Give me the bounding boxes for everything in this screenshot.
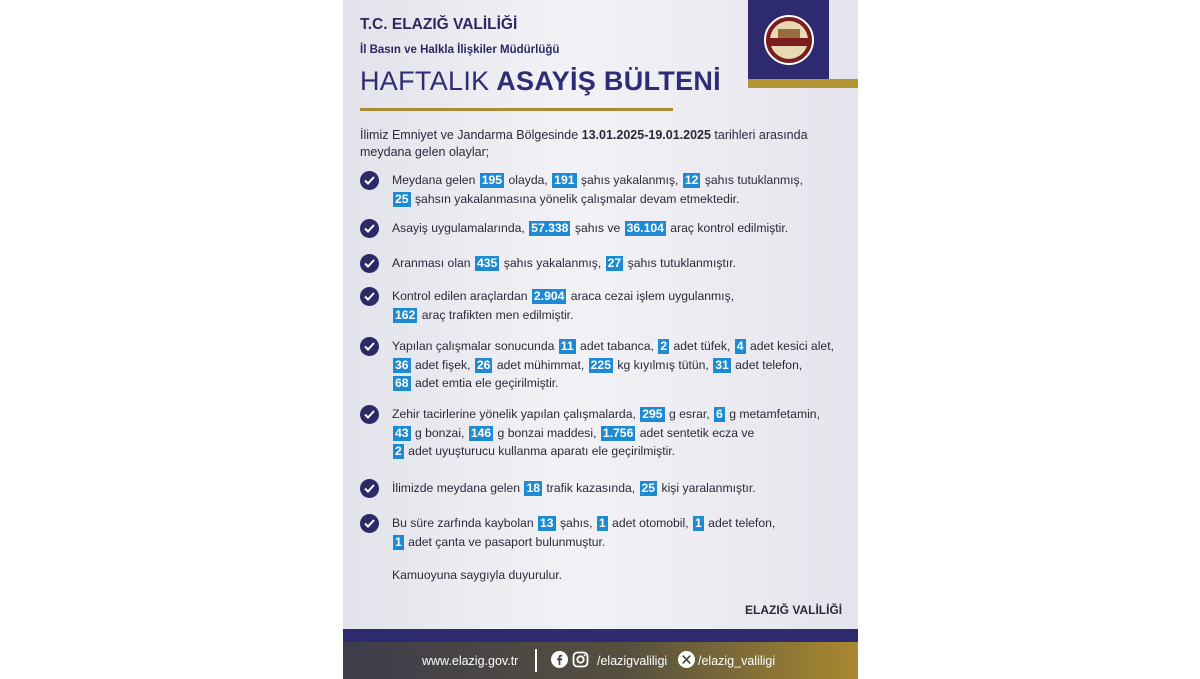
item-text-segment: adet tabanca, (580, 339, 654, 353)
title-light: HAFTALIK (360, 66, 490, 96)
check-icon (360, 171, 379, 190)
highlighted-number: 26 (476, 357, 491, 372)
check-icon (360, 514, 379, 533)
item-text (392, 405, 847, 461)
highlighted-number: 225 (590, 357, 611, 372)
item-text-segment: şahsın yakalanmasına yönelik çalışmalar devam etmektedir. (414, 191, 740, 206)
item-text-segment: İlimizde meydana gelen (392, 481, 521, 495)
item-text-segment: g bonzai, (414, 425, 465, 440)
highlighted-number: 295 (642, 407, 663, 421)
item-text-segment: adet otomobil, (612, 516, 689, 530)
highlighted-number: 1 (395, 534, 402, 549)
check-icon (360, 219, 379, 238)
item-text-segment: adet telefon, (735, 357, 803, 372)
item-text-segment: araç trafikten men edilmiştir. (421, 307, 574, 322)
item-text-segment: Asayiş uygulamalarında, (392, 221, 525, 235)
footer-bar (343, 642, 858, 679)
item-text (392, 219, 847, 238)
item-text-segment: Kontrol edilen araçlardan (392, 289, 528, 303)
item-text-segment: Yapılan çalışmalar sonucunda (392, 339, 555, 353)
item-text-segment: Aranması olan (392, 256, 471, 270)
item-text-segment: adet telefon, (708, 516, 776, 530)
highlighted-number: 57.338 (531, 221, 569, 235)
highlighted-number: 18 (526, 481, 540, 495)
item-text-segment: g esrar, (668, 407, 710, 421)
highlighted-number: 1.756 (602, 425, 634, 440)
item-text (392, 171, 847, 208)
highlighted-number: 195 (481, 173, 503, 187)
highlighted-number: 36 (395, 357, 409, 372)
item-text-segment: araç kontrol edilmiştir. (670, 221, 789, 235)
highlighted-number: 27 (607, 256, 622, 270)
highlighted-number: 2.904 (533, 289, 565, 303)
item-text-segment: şahıs yakalanmış, (503, 256, 602, 270)
item-text-segment: şahıs ve (574, 221, 621, 235)
item-text (392, 479, 847, 498)
highlighted-number: 43 (395, 425, 409, 440)
footer-strip (343, 629, 858, 642)
highlighted-number: 12 (684, 173, 699, 187)
intro-dates: 13.01.2025-19.01.2025 (581, 128, 711, 142)
item-text-segment: kişi yaralanmıştır. (661, 481, 756, 495)
highlighted-number: 435 (476, 256, 498, 270)
item-text-segment: adet tüfek, (673, 339, 731, 353)
highlighted-number: 68 (395, 376, 409, 390)
highlighted-number: 1 (695, 516, 702, 530)
item-text-segment: şahıs, (559, 516, 593, 530)
item-text-segment: adet uyuşturucu kullanma aparatı ele geçirilmiştir. (408, 444, 676, 458)
bulletin-poster (343, 0, 858, 679)
item-text-segment: adet fişek, (414, 357, 471, 372)
footer-divider (535, 649, 537, 672)
item-text-segment: Zehir tacirlerine yönelik yapılan çalışmalarda, (392, 407, 636, 421)
check-icon (360, 337, 379, 356)
item-text-segment: adet kesici alet, (749, 339, 834, 353)
x-icon[interactable] (678, 651, 695, 668)
x-handle[interactable]: /elazig_valiligi (698, 654, 776, 668)
item-text (392, 514, 847, 551)
highlighted-number: 1 (598, 516, 606, 530)
highlighted-number: 31 (715, 357, 729, 372)
instagram-icon[interactable] (572, 651, 589, 668)
item-text-segment: Meydana gelen (392, 173, 476, 187)
facebook-icon[interactable] (551, 651, 568, 668)
website-link[interactable]: www.elazig.gov.tr (422, 654, 519, 668)
item-text-segment: kg kıyılmış tütün, (617, 357, 709, 372)
governorship-logo (764, 15, 814, 65)
highlighted-number: 2 (660, 339, 668, 353)
item-text-segment: adet sentetik ecza ve (639, 425, 755, 440)
highlighted-number: 36.104 (626, 221, 664, 235)
highlighted-number: 146 (470, 425, 492, 440)
check-icon (360, 287, 379, 306)
item-text-segment: adet mühimmat, (496, 357, 585, 372)
item-text-segment: şahıs tutuklanmıştır. (627, 256, 736, 270)
intro-paragraph (360, 127, 845, 161)
item-text (392, 287, 847, 324)
highlighted-number: 4 (736, 339, 744, 353)
department-name: İl Basın ve Halkla İlişkiler Müdürlüğü (360, 44, 560, 56)
bulletin-title (360, 66, 721, 97)
logo-gold-bar (748, 79, 858, 88)
highlighted-number: 25 (641, 481, 656, 495)
highlighted-number: 25 (395, 191, 409, 206)
intro-before: İlimiz Emniyet ve Jandarma Bölgesinde (360, 128, 579, 142)
item-text-segment: trafik kazasında, (546, 481, 636, 495)
item-text-segment: araca cezai işlem uygulanmış, (570, 289, 735, 303)
highlighted-number: 13 (540, 516, 554, 530)
item-text-segment: g metamfetamin, (729, 407, 820, 421)
logo-panel (748, 0, 829, 87)
logo-text-band (770, 38, 808, 46)
highlighted-number: 2 (395, 444, 402, 458)
title-underline (360, 108, 673, 111)
item-text-segment: g bonzai maddesi, (497, 425, 597, 440)
item-text-segment: şahıs tutuklanmış, (704, 173, 804, 187)
item-text (392, 254, 847, 273)
signature: ELAZIĞ VALİLİĞİ (745, 603, 843, 617)
item-text-segment: olayda, (508, 173, 548, 187)
highlighted-number: 191 (554, 173, 575, 187)
item-text-segment: şahıs yakalanmış, (580, 173, 679, 187)
check-icon (360, 479, 379, 498)
org-name: T.C. ELAZIĞ VALİLİĞİ (360, 16, 518, 33)
item-text-segment: adet emtia ele geçirilmiştir. (414, 376, 559, 390)
highlighted-number: 11 (560, 339, 574, 353)
closing-text: Kamuoyuna saygıyla duyurulur. (392, 568, 563, 582)
check-icon (360, 254, 379, 273)
social-handle[interactable]: /elazigvaliligi (597, 654, 668, 668)
highlighted-number: 6 (716, 407, 723, 421)
item-text (392, 337, 847, 393)
title-bold: ASAYİŞ BÜLTENİ (496, 66, 721, 96)
check-icon (360, 405, 379, 424)
intro-after: tarihleri arasında meydana gelen olaylar; (360, 128, 808, 159)
highlighted-number: 162 (395, 307, 416, 322)
item-text-segment: Bu süre zarfında kaybolan (392, 516, 534, 530)
item-text-segment: adet çanta ve pasaport bulunmuştur. (408, 534, 606, 549)
